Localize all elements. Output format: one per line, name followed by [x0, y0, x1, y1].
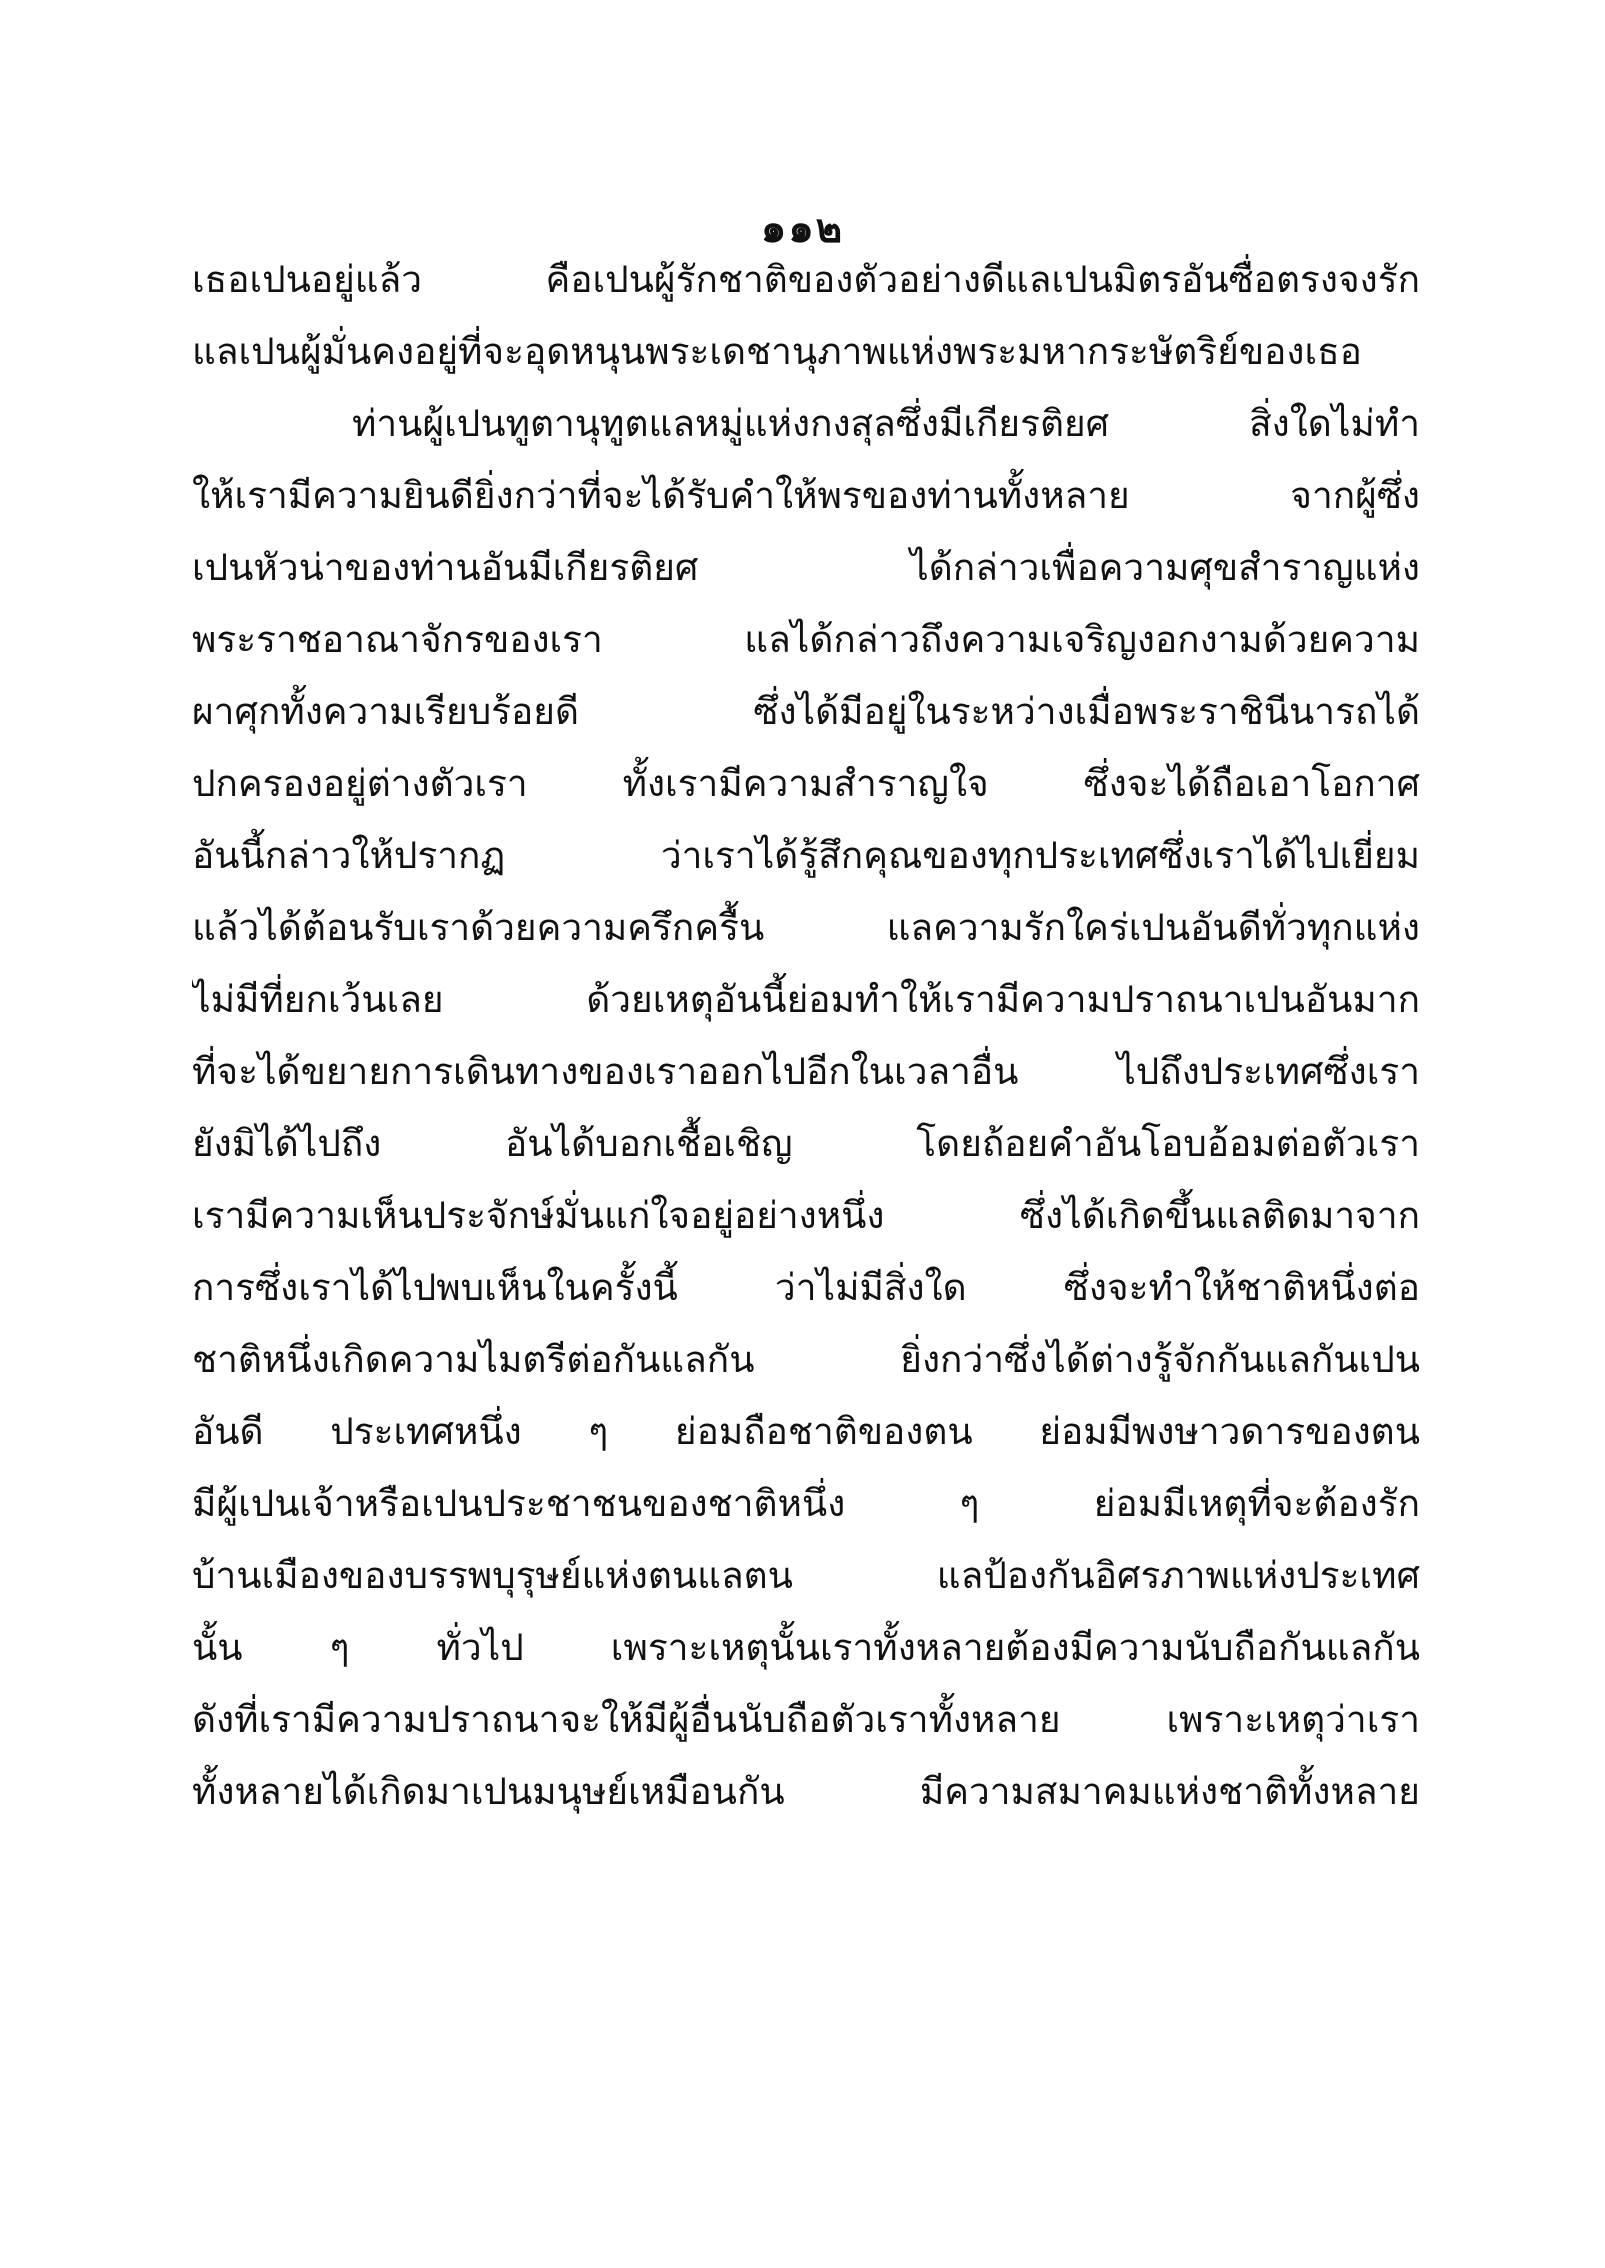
text-line: แลเปนผู้มั่นคงอยู่ที่จะอุดหนุนพระเดชานุภาพแห่งพระมหากระษัตริย์ของเธอ	[192, 330, 1362, 373]
text-line: ดังที่เรามีความปราถนาจะให้มีผู้อื่นนับถือตัวเราทั้งหลาย เพราะเหตุว่าเรา	[192, 1698, 1420, 1741]
body-text	[192, 244, 1420, 1828]
text-line: บ้านเมืองของบรรพบุรุษย์แห่งตนแลตน แลป้องกันอิศรภาพแห่งประเทศ	[192, 1554, 1420, 1597]
text-line: เปนหัวน่าของท่านอันมีเกียรติยศ ได้กล่าวเพื่อความศุขสำราญแห่ง	[192, 546, 1420, 589]
text-line: นั้น ๆ ทั่วไป เพราะเหตุนั้นเราทั้งหลายต้องมีความนับถือกันแลกัน	[192, 1626, 1420, 1669]
text-line: ให้เรามีความยินดียิ่งกว่าที่จะได้รับคำให้พรของท่านทั้งหลาย จากผู้ซึ่ง	[192, 474, 1420, 517]
text-line: ยังมิได้ไปถึง อันได้บอกเชื้อเชิญ โดยถ้อยคำอันโอบอ้อมต่อตัวเรา	[192, 1122, 1420, 1165]
text-line: ทั้งหลายได้เกิดมาเปนมนุษย์เหมือนกัน มีความสมาคมแห่งชาติทั้งหลาย	[192, 1770, 1420, 1813]
text-line-paragraph-start: ท่านผู้เปนทูตานุทูตแลหมู่แห่งกงสุลซึ่งมีเกียรติยศ สิ่งใดไม่ทำ	[352, 402, 1420, 445]
page-number: ๑๑๒	[760, 205, 845, 252]
text-line: ที่จะได้ขยายการเดินทางของเราออกไปอีกในเวลาอื่น ไปถึงประเทศซึ่งเรา	[192, 1050, 1420, 1093]
text-line: แล้วได้ต้อนรับเราด้วยความครึกครื้น แลความรักใคร่เปนอันดีทั่วทุกแห่ง	[192, 906, 1420, 949]
text-line: ผาศุกทั้งความเรียบร้อยดี ซึ่งได้มีอยู่ในระหว่างเมื่อพระราชินีนารถได้	[192, 690, 1420, 733]
text-line: อันดี ประเทศหนึ่ง ๆ ย่อมถือชาติของตน ย่อมมีพงษาวดารของตน	[192, 1410, 1420, 1453]
text-line: เธอเปนอยู่แล้ว คือเปนผู้รักชาติของตัวอย่างดีแลเปนมิตรอันซื่อตรงจงรัก	[192, 258, 1420, 301]
text-line: การซึ่งเราได้ไปพบเห็นในครั้งนี้ ว่าไม่มีสิ่งใด ซึ่งจะทำให้ชาติหนึ่งต่อ	[192, 1266, 1420, 1309]
text-line: ไม่มีที่ยกเว้นเลย ด้วยเหตุอันนี้ย่อมทำให้เรามีความปราถนาเปนอันมาก	[192, 978, 1420, 1021]
text-line: มีผู้เปนเจ้าหรือเปนประชาชนของชาติหนึ่ง ๆ ย่อมมีเหตุที่จะต้องรัก	[192, 1482, 1420, 1525]
text-line: ชาติหนึ่งเกิดความไมตรีต่อกันแลกัน ยิ่งกว่าซึ่งได้ต่างรู้จักกันแลกันเปน	[192, 1338, 1420, 1381]
text-line: เรามีความเห็นประจักษ์มั่นแก่ใจอยู่อย่างหนึ่ง ซึ่งได้เกิดขึ้นแลติดมาจาก	[192, 1194, 1420, 1237]
text-line: พระราชอาณาจักรของเรา แลได้กล่าวถึงความเจริญงอกงามด้วยความ	[192, 618, 1420, 661]
text-line: ปกครองอยู่ต่างตัวเรา ทั้งเรามีความสำราญใจ ซึ่งจะได้ถือเอาโอกาศ	[192, 762, 1420, 805]
text-line: อันนี้กล่าวให้ปรากฏ ว่าเราได้รู้สึกคุณของทุกประเทศซึ่งเราได้ไปเยี่ยม	[192, 834, 1420, 877]
